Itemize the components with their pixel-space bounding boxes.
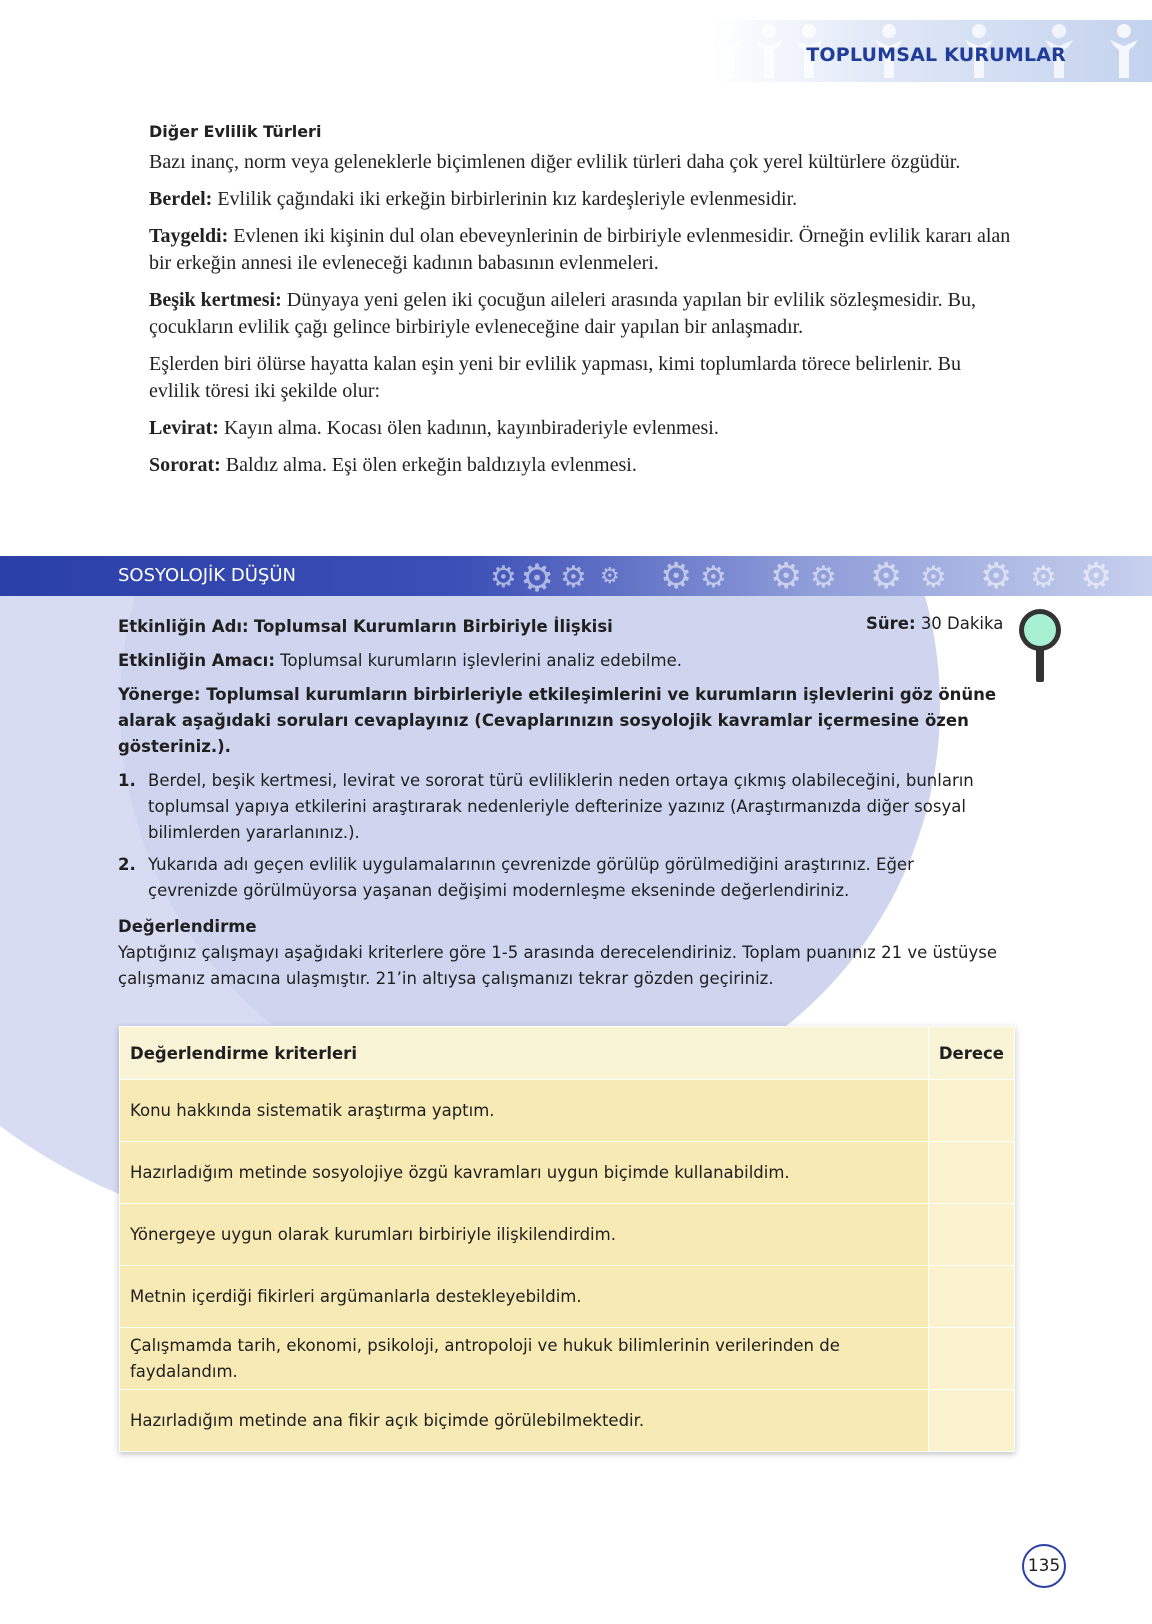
gear-icon: ⚙ xyxy=(870,556,903,596)
magnifier-icon xyxy=(1016,604,1064,686)
term-text: Evlenen iki kişinin dul olan ebeveynlerinin de birbiriyle evlenmesidir. Örneğin evlilik kararı alan bir erkeğin annesi ile evleneceği kadının babasının evlenmeleri. xyxy=(149,225,1011,274)
gear-icon: ⚙ xyxy=(520,556,555,596)
term-text: Dünyaya yeni gelen iki çocuğun aileleri arasında yapılan bir evlilik sözleşmesidir. Bu, çocukların evlilik çağı gelince birbiriyle evleneceğine dair yapılan bir anlaşmadır. xyxy=(149,289,977,338)
gear-icon: ⚙ xyxy=(980,556,1013,596)
term-label: Sororat: xyxy=(149,454,221,476)
criterion-cell: Hazırladığım metinde sosyolojiye özgü kavramları uygun biçimde kullanabildim. xyxy=(120,1142,929,1204)
criterion-cell: Yönergeye uygun olarak kurumları birbiriyle ilişkilendirdim. xyxy=(120,1204,929,1266)
page-header-title: TOPLUMSAL KURUMLAR xyxy=(806,44,1066,66)
activity-name-label: Etkinliğin Adı: xyxy=(118,617,249,636)
gear-icon: ⚙ xyxy=(700,560,727,595)
intro-paragraph: Bazı inanç, norm veya geleneklerle biçimlenen diğer evlilik türleri daha çok yerel kültürlere özgüdür. xyxy=(149,151,961,173)
list-text: Berdel, beşik kertmesi, levirat ve sororat türü evliliklerin neden ortaya çıkmış olabileceğini, bunların toplumsal yapıya etkilerini araştırarak nedenleriyle defterinize yazınız (Araştırmanızda diğer sosyal bilimlerden yararlanınız.). xyxy=(148,771,974,842)
evaluation-title: Değerlendirme xyxy=(118,917,257,936)
score-cell[interactable] xyxy=(928,1266,1014,1328)
term-label: Levirat: xyxy=(149,417,219,439)
gear-icon: ⚙ xyxy=(1030,560,1057,595)
term-paragraph xyxy=(149,186,1015,213)
section-band xyxy=(0,556,1152,596)
people-figure-icon xyxy=(1107,22,1141,80)
term-text: Evlilik çağındaki iki erkeğin birbirlerinin kız kardeşleriyle evlenmesidir. xyxy=(212,188,798,210)
activity-instruction: Yönerge: Toplumsal kurumların birbirleriyle etkileşimlerini ve kurumların işlevlerini göz önüne alarak aşağıdaki soruları cevaplayınız (Cevaplarınızın sosyolojik kavramlar içermesine özen gösteriniz.). xyxy=(118,685,997,756)
table-header-score: Derece xyxy=(928,1027,1014,1080)
score-cell[interactable] xyxy=(928,1142,1014,1204)
section-title: SOSYOLOJİK DÜŞÜN xyxy=(118,565,296,586)
list-text: Yukarıda adı geçen evlilik uygulamalarının çevrenizde görülüp görülmediğini araştırınız. Eğer çevrenizde görülmüyorsa yaşanan değişimi modernleşme ekseninde değerlendiriniz. xyxy=(148,855,914,900)
evaluation-table xyxy=(119,1026,1015,1452)
table-row xyxy=(120,1390,1015,1452)
criterion-cell: Çalışmamda tarih, ekonomi, psikoloji, antropoloji ve hukuk bilimlerinin verilerinden de faydalandım. xyxy=(120,1328,929,1390)
duration-label: Süre: xyxy=(866,614,916,633)
list-number: 1. xyxy=(118,771,136,790)
activity-content xyxy=(118,614,1008,992)
term-paragraph xyxy=(149,452,1015,479)
term-paragraph xyxy=(149,415,1015,442)
table-row xyxy=(120,1328,1015,1390)
people-figure-icon xyxy=(712,22,746,80)
list-item xyxy=(118,768,1008,846)
criterion-cell: Hazırladığım metinde ana fikir açık biçimde görülebilmektedir. xyxy=(120,1390,929,1452)
score-cell[interactable] xyxy=(928,1080,1014,1142)
page-number: 135 xyxy=(1022,1544,1066,1588)
activity-name-row xyxy=(118,614,1008,640)
gear-icon: ⚙ xyxy=(1080,556,1113,596)
body-paragraph: Eşlerden biri ölürse hayatta kalan eşin yeni bir evlilik yapması, kimi toplumlarda törece belirlenir. Bu evlilik töresi iki şekilde olur: xyxy=(149,353,961,402)
term-paragraph xyxy=(149,223,1015,277)
duration-value: 30 Dakika xyxy=(920,614,1004,633)
gear-icon: ⚙ xyxy=(770,556,803,596)
list-number: 2. xyxy=(118,855,136,874)
gear-icon: ⚙ xyxy=(560,560,587,595)
table-row xyxy=(120,1080,1015,1142)
table-header-row xyxy=(120,1027,1015,1080)
table-row xyxy=(120,1266,1015,1328)
table-row xyxy=(120,1204,1015,1266)
section-subheading: Diğer Evlilik Türleri xyxy=(149,122,322,141)
term-label: Taygeldi: xyxy=(149,225,229,247)
list-item xyxy=(118,852,1008,904)
gear-icon: ⚙ xyxy=(490,560,517,595)
criterion-cell: Metnin içerdiği fikirleri argümanlarla destekleyebildim. xyxy=(120,1266,929,1328)
table-header-criteria: Değerlendirme kriterleri xyxy=(120,1027,929,1080)
term-text: Kayın alma. Kocası ölen kadının, kayınbiraderiyle evlenmesi. xyxy=(218,417,719,439)
score-cell[interactable] xyxy=(928,1204,1014,1266)
score-cell[interactable] xyxy=(928,1390,1014,1452)
term-text: Baldız alma. Eşi ölen erkeğin baldızıyla evlenmesi. xyxy=(220,454,637,476)
activity-purpose-label: Etkinliğin Amacı: xyxy=(118,651,275,670)
evaluation-text: Yaptığınız çalışmayı aşağıdaki kriterlere göre 1-5 arasında derecelendiriniz. Toplam puanınız 21 ve üstüyse çalışmanız amacına ulaşmıştır. 21’in altıysa çalışmanızı tekrar gözden geçiriniz. xyxy=(118,943,997,988)
gear-icon: ⚙ xyxy=(810,560,837,595)
activity-purpose-value: Toplumsal kurumların işlevlerini analiz edebilme. xyxy=(274,651,682,670)
activity-name-value: Toplumsal Kurumların Birbiriyle İlişkisi xyxy=(253,617,613,636)
question-list xyxy=(118,768,1008,904)
gear-icon: ⚙ xyxy=(920,560,947,595)
gear-icon: ⚙ xyxy=(600,564,620,589)
main-text xyxy=(149,118,1015,489)
table-row xyxy=(120,1142,1015,1204)
activity-purpose-row xyxy=(118,648,1008,674)
score-cell[interactable] xyxy=(928,1328,1014,1390)
criterion-cell: Konu hakkında sistematik araştırma yaptım. xyxy=(120,1080,929,1142)
term-label: Beşik kertmesi: xyxy=(149,289,282,311)
gear-icon: ⚙ xyxy=(660,556,693,596)
term-paragraph xyxy=(149,287,1015,341)
people-figure-icon xyxy=(752,22,786,80)
term-label: Berdel: xyxy=(149,188,213,210)
